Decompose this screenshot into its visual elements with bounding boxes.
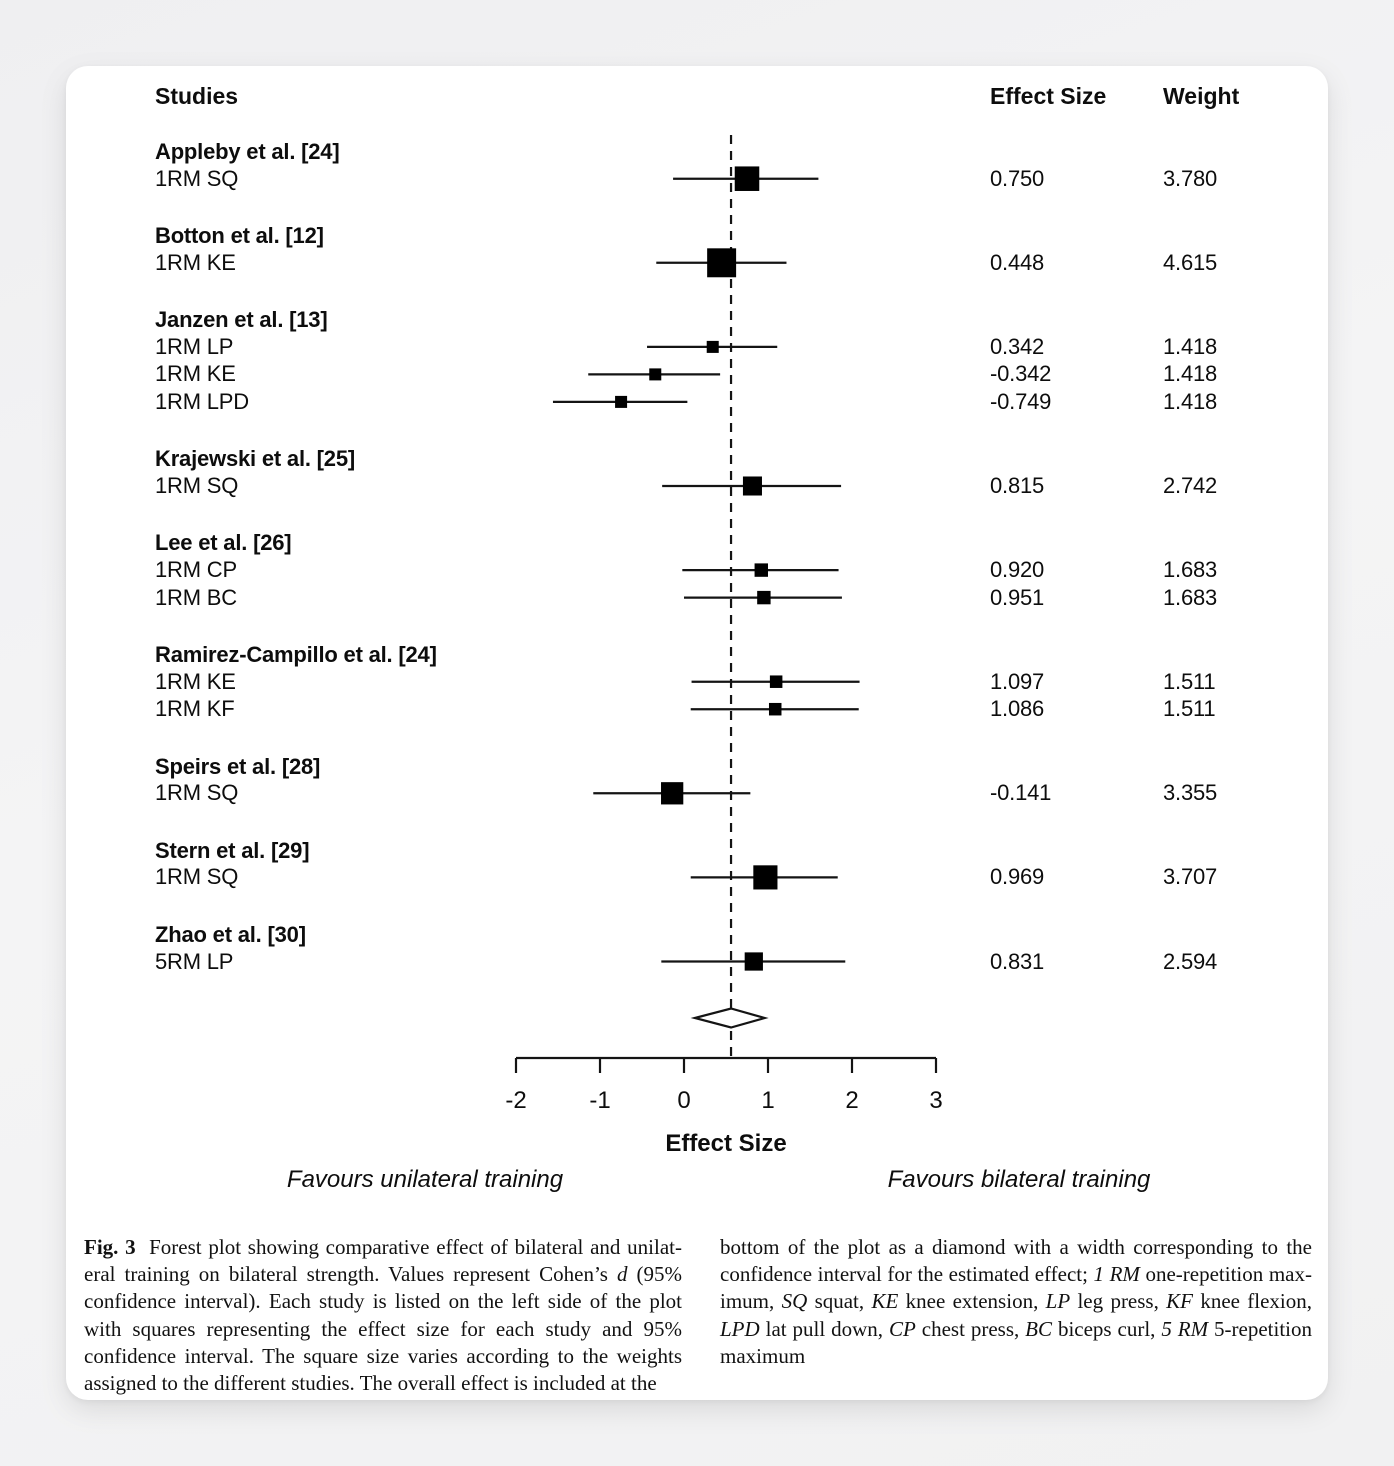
caption-segment: one-repetition maximum, — [720, 1262, 1312, 1314]
effect-square — [745, 952, 763, 970]
outcome-label: 1RM SQ — [155, 864, 239, 890]
caption-right-column — [720, 1234, 1312, 1370]
caption-segment: Fig. 3 — [84, 1235, 136, 1259]
effect-square — [755, 563, 768, 576]
effect-size-value: -0.749 — [990, 388, 1052, 414]
weight-value: 3.355 — [1163, 780, 1218, 806]
outcome-label: 1RM SQ — [155, 165, 239, 191]
caption-segment: knee extension, — [898, 1289, 1046, 1314]
weight-value: 4.615 — [1163, 249, 1218, 275]
effect-square — [743, 476, 762, 495]
favours-right-label: Favours bilateral training — [887, 1166, 1151, 1193]
caption-segment: BC — [1025, 1316, 1053, 1341]
effect-size-value: 0.815 — [990, 473, 1045, 498]
outcome-label: 1RM CP — [155, 557, 237, 583]
effect-size-value: 0.969 — [990, 864, 1045, 890]
outcome-label: 1RM LP — [155, 333, 234, 359]
study-name: Ramirez-Campillo et al. [24] — [155, 642, 437, 667]
effect-size-value: 0.951 — [990, 584, 1045, 610]
caption-segment: 1 RM — [1093, 1262, 1140, 1287]
weight-value: 2.594 — [1163, 948, 1218, 974]
effect-size-value: 1.086 — [990, 696, 1045, 722]
weight-value: 3.780 — [1163, 165, 1218, 191]
effect-square — [769, 703, 782, 716]
effect-square — [661, 782, 683, 804]
overall-diamond — [695, 1009, 765, 1028]
column-header-weight: Weight — [1163, 83, 1240, 109]
caption-segment: LPD — [720, 1316, 760, 1341]
caption-segment: d — [616, 1262, 628, 1287]
effect-square — [707, 341, 719, 353]
outcome-label: 1RM KE — [155, 668, 236, 694]
weight-value: 1.683 — [1163, 557, 1218, 583]
figure-card — [66, 66, 1328, 1400]
caption-segment: 5-repetition maximum — [720, 1316, 1313, 1368]
effect-square — [735, 166, 760, 191]
study-name: Zhao et al. [30] — [155, 921, 306, 947]
x-axis-tick-label: 2 — [845, 1087, 859, 1114]
effect-square — [707, 248, 736, 277]
caption-segment: biceps curl, — [1052, 1316, 1162, 1341]
outcome-label: 1RM KE — [155, 361, 236, 387]
study-name: Krajewski et al. [25] — [155, 446, 356, 472]
column-header-effect-size: Effect Size — [990, 83, 1107, 109]
effect-square — [649, 368, 661, 380]
caption-segment: LP — [1045, 1289, 1071, 1314]
effect-size-value: -0.141 — [990, 780, 1052, 806]
study-name: Appleby et al. [24] — [155, 139, 340, 164]
caption-segment: SQ — [781, 1289, 808, 1314]
caption-segment: Forest plot showing comparative effect of bilateral and unilateral training on bilateral strength. Values represent Cohen’s — [84, 1235, 682, 1287]
column-header-studies: Studies — [155, 83, 239, 109]
caption-segment: (95% confidence interval). Each study is listed on the left side of the plot with squares representing the effect size for each study and 95% confidence interval. The square size varies according to the weights assigned to the different studies. The overall effect is included at the — [84, 1262, 682, 1396]
effect-size-value: 0.342 — [990, 333, 1045, 359]
outcome-label: 1RM SQ — [155, 780, 239, 806]
caption-segment: 5 RM — [1161, 1316, 1209, 1341]
outcome-label: 1RM KF — [155, 696, 235, 722]
weight-value: 1.418 — [1163, 361, 1218, 387]
weight-value: 1.418 — [1163, 388, 1218, 414]
x-axis-title: Effect Size — [665, 1130, 787, 1157]
outcome-label: 5RM LP — [155, 948, 234, 974]
effect-size-value: 0.448 — [990, 249, 1045, 275]
caption-segment: lat pull down, — [759, 1316, 889, 1341]
study-name: Stern et al. [29] — [155, 837, 310, 863]
effect-size-value: 0.831 — [990, 948, 1045, 974]
effect-square — [753, 865, 777, 889]
effect-square — [757, 591, 770, 604]
forest-plot — [66, 66, 1328, 1400]
caption-segment: squat, — [807, 1289, 872, 1314]
outcome-label: 1RM BC — [155, 584, 237, 610]
caption-segment: knee flexion, — [1193, 1289, 1313, 1314]
caption-segment: KF — [1166, 1289, 1194, 1314]
study-name: Speirs et al. [28] — [155, 753, 321, 779]
effect-size-value: 0.920 — [990, 557, 1045, 583]
effect-size-value: 0.750 — [990, 165, 1045, 191]
caption-segment: leg press, — [1070, 1289, 1167, 1314]
weight-value: 1.683 — [1163, 584, 1218, 610]
x-axis-tick-label: -1 — [589, 1087, 611, 1114]
weight-value: 1.511 — [1163, 668, 1216, 694]
weight-value: 1.418 — [1163, 333, 1218, 359]
x-axis-tick-label: -2 — [505, 1087, 527, 1114]
caption-segment: bottom of the plot as a diamond with a width corresponding to the confidence interval for the estimated effect; — [720, 1235, 1312, 1287]
x-axis-tick-label: 1 — [761, 1087, 775, 1114]
study-name: Botton et al. [12] — [155, 223, 324, 249]
weight-value: 1.511 — [1163, 696, 1216, 722]
effect-size-value: 1.097 — [990, 668, 1045, 694]
study-name: Lee et al. [26] — [155, 530, 292, 556]
effect-square — [615, 396, 627, 408]
x-axis-tick-label: 3 — [929, 1087, 943, 1114]
weight-value: 3.707 — [1163, 864, 1218, 890]
outcome-label: 1RM KE — [155, 249, 236, 275]
x-axis-tick-label: 0 — [677, 1087, 691, 1114]
caption-segment: CP — [888, 1316, 916, 1341]
favours-left-label: Favours unilateral training — [286, 1166, 564, 1193]
caption-segment: chest press, — [915, 1316, 1026, 1341]
caption-left-column — [84, 1234, 682, 1397]
weight-value: 2.742 — [1163, 473, 1218, 498]
effect-size-value: -0.342 — [990, 361, 1052, 387]
caption-segment: KE — [871, 1289, 899, 1314]
effect-square — [770, 675, 783, 688]
outcome-label: 1RM SQ — [155, 473, 239, 498]
outcome-label: 1RM LPD — [155, 388, 249, 414]
study-name: Janzen et al. [13] — [155, 307, 328, 333]
